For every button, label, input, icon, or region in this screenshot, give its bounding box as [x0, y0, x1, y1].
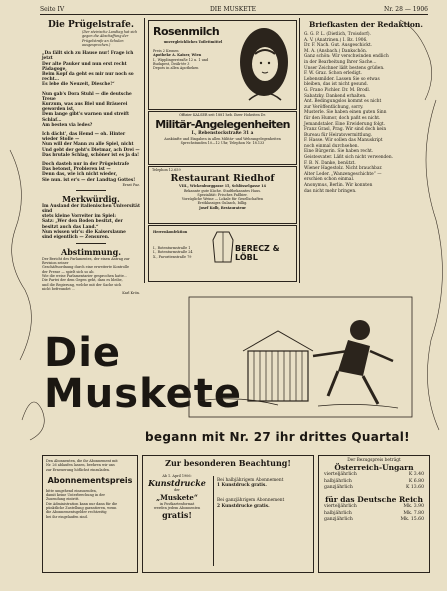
price-list-austria: vierteljährlich K 3.40 halbjährlich K 6.80 ganzjährlich K 13.60 — [324, 472, 424, 491]
author-signature: Karl Krön. — [122, 291, 140, 296]
banner-muskete: Muskete — [44, 371, 242, 417]
ad-address: I., Rebenstockstraße 31 a — [191, 131, 254, 137]
box-divider — [213, 476, 214, 566]
letter-entry: F. Hasse. Wir sollen das Manuskript — [304, 138, 383, 144]
ad-info: Auskünfte und Eingaben in allen Militär- und Wehrangelegenheiten Sprechstunden 10—12 Uhr, Telephon Nr. 18.133 — [164, 136, 281, 145]
box-abonnement — [42, 455, 138, 573]
ad-header: Offizier KALSER seit 1881 heb. Ihrer Hoheiten Dr. — [179, 113, 266, 117]
letter-entry: G. G. P. L. (Dietlich, Troisdorf). — [304, 32, 371, 37]
ad-phone: Telephon 12.659 — [152, 168, 181, 172]
letter-entry: Musterle. Sie haben einen guten Sinn — [304, 110, 387, 116]
masthead-small: DIE MUSKETE — [210, 6, 257, 13]
letter-entry: für den Humor, doch paßt es nicht. — [304, 115, 381, 121]
letter-entry: Geistesvater. Läßt sich nicht verwenden. — [304, 155, 393, 161]
ad-brand: Rosenmilch — [153, 25, 220, 38]
letter-entry: in der Bearbeitung Ihrer Sache… — [304, 59, 377, 65]
ad-address: VIII., Wickenburggasse 15, Schlösselgasse 14 — [178, 184, 267, 189]
letter-entry: Eine Bürgerin. Sie haben recht. — [304, 149, 374, 155]
letter-entry: Unser Zeichner läßt bestens grüßen. — [304, 65, 385, 71]
letter-entry: das nicht mehr bringen. — [304, 188, 357, 194]
ad-info: Preis 2 Kronen Apotheke A. Kaiser, Wien I., Wipplingerstraße 12 u. 1 und Budapest, Deák-tér 3 Depots in allen Apotheken — [153, 49, 209, 71]
letter-entry: Sabatzky. Dankend erhalten. — [304, 93, 367, 99]
letter-entry: F. B. N. Danke, benützt. — [304, 160, 356, 166]
ad-brand: BERECZ & LÖBL — [235, 244, 280, 262]
poem-stanza: Ich dächt', das Hemd — oh. Hinter wieder Stolle — Nun will der Mann zu alle Spiel, nicht Und gebt der geht's Dietmar, ach Drei — Das brutale Schlag, schöner ist es ja da! — [42, 132, 140, 158]
letter-entry: erschien schon einmal. — [304, 177, 355, 183]
box-rows: Bei halbjährigem Abonnement 1 Kunstdruck gratis. Bei ganzjährigem Abonnement 2 Kunstdrucke gratis. — [217, 478, 285, 509]
letter-entry: Jemandstaler. Eine Erwiderung folgt. — [304, 121, 385, 127]
letter-entry: M. A. (Ansbach.) Dankschön. — [304, 48, 368, 54]
article-title: Die Prügelstrafe. — [47, 20, 135, 30]
article-title: Briefkasten der Redaktion. — [309, 20, 423, 29]
ad-brand: Restaurant Riedhof — [170, 173, 275, 185]
letter-entry: Lebensmilder. Lassen Sie so etwas — [304, 76, 380, 82]
author-signature: Ernst Paz. — [122, 182, 140, 187]
letter-entry: bleiben, das ist nicht gesund. — [304, 82, 368, 88]
box-intro: Den Abonnenten, die ihr Abonnement mit Nr. 26 ablaufen lassen, beehren wir uns zur Erneuerung höflichst einzuladen. — [46, 459, 118, 472]
article-title: Merkwürdig. — [62, 193, 120, 204]
ad-label: Herrenkonfektion — [153, 230, 188, 234]
box-title: Zur besonderen Beachtung! — [165, 458, 291, 468]
box-bezugspreis — [318, 455, 430, 573]
ad-owner: Josef Kolb, Restaurateur — [199, 205, 246, 210]
poem-stanza: Doch dasteh nur in der Prügelstrafe Das betonst, Probieren ist — Denn das, wie ich nicht wieder, Sie nun. ist er's — der Landtag Gottes! — [42, 162, 136, 183]
letter-entry: Alter Leder. „Wanzengeschichte“ — — [304, 171, 382, 177]
article-title: Abstimmung. — [61, 246, 121, 257]
country-austria: Österreich-Ungarn — [334, 463, 414, 473]
banner-die: Die — [44, 330, 122, 376]
issue-number: Nr. 28 — 1906 — [384, 6, 428, 13]
letter-entry: Dr. F. Nach. Gut. Ausgeschickt. — [304, 43, 372, 49]
letter-entry: Anonymus, Berlin. Wir konnten — [304, 183, 373, 189]
price-list-germany: vierteljährlich Mk. 3.90 halbjährlich Mk. 7.80 ganzjährlich Mk. 15.60 — [324, 504, 424, 523]
ad-addresses: I., Rotenturmstraße 1 I., Rotenturmstraße 24 X., Favoritenstraße 79 — [153, 246, 193, 259]
letter-entry: zur Veröffentlichung, sorry. — [304, 104, 364, 110]
box-intro: Der Bezugspreis beträgt — [347, 458, 401, 463]
box-beachtung — [142, 455, 314, 573]
ad-subtitle: unvergleichliches Toilettmittel — [163, 40, 223, 44]
letter-entry: G. Frano Pichler. Dr. M. Brodl. — [304, 87, 371, 93]
banner-subtitle: begann mit Nr. 27 ihr drittes Quartal! — [145, 430, 410, 444]
box-body: bitte umgehend einzusenden, damit keine Unterbrechung in der Zusendung eintritt. Die Administration kann nur dann für die pünktliche Zustellung garantieren, wenn die Abonnementsgelder rechtzeitig bei ihr eingelaufen sind. — [46, 488, 118, 519]
poem-stanza: „Da fällt sich zu Hause nur! Frage ich jetzt Der alte Pauker und nun erst recht Pädagoge, Beim Kopf da geht es mir nur noch so recht… Es lebe die Neuzeit, Diesche!“ — [42, 51, 134, 88]
letter-entry: Franz Grasl, Prag. Wir sind doch kein — [304, 127, 387, 133]
ad-brand: Militär-Angelegenheiten — [155, 118, 290, 132]
letter-entry: Ant. Bedingungslos kommt es nicht — [304, 99, 382, 105]
letter-entry: Bureau für Heiratsvermittlung. — [304, 132, 373, 138]
page-number: Seite IV — [40, 6, 65, 13]
letter-entry: Wiener Hagestolz. Nicht brauchbar. — [304, 166, 383, 172]
article-epigraph: (Der steirische Landtag hat sich gegen die Abschaffung der Prügelstrafe an Schulen ausgesprochen.) — [82, 30, 138, 47]
article-body: Im Ausland der italienischen Universität sind stets kleine Vorreiter im Spiel: Satz: „Wer den Boden besitzt, der besitzt auch das Land.“ Nun wissen wir's: die Kaiserslaune sind eigentlich — Zensuren. — [42, 203, 140, 240]
ad-info: Bekannte gute Küche. Stadtbekanntes Haus. Spezialität: Frisches Faßbier. Vorzügliche Weine — Lokale für Gesellschaften Erstklassiges Gulasch, billig. — [181, 188, 264, 206]
letter-entry: F. W. Graz. Schon erledigt. — [304, 71, 362, 77]
poem-stanza: Nun gab's Dora Stuhl — die deutsche Treue Kurzum, was aus Biel und Bräuerei geworden ist, Dem lange gibt's warnen und streift Schlaf… Am besten via ledes? — [42, 91, 132, 128]
box-left: Ab 1. April 1906: Kunstdrucke der „Muskete“ in Postkartenformat werden jedem Abonnenten gratis! — [148, 474, 206, 521]
letter-entry: A. V. (Anatrinen.) I. Bz. 1906. — [304, 37, 368, 43]
box-title: Abonnementspreis — [47, 475, 133, 485]
country-germany: für das Deutsche Reich — [325, 495, 423, 505]
article-body: Der Bericht des Parlamentes, der einen Antrag zur Revision seiner Geschäftsordnung durch eine erweiterte Kontrolle der Presse — spielt sich so ab. Wie die weise Parlamentarier gesprochen hatte… Die Partei der dem Gegen geht, dass es bleibe, und die Regierung, welche mit der Sache sich nicht befreundet … — [42, 256, 130, 291]
letter-entry: Ganz schön: Wir verschwinden endlich — [304, 54, 389, 60]
letter-entry: noch einmal durchsehen. — [304, 143, 359, 149]
